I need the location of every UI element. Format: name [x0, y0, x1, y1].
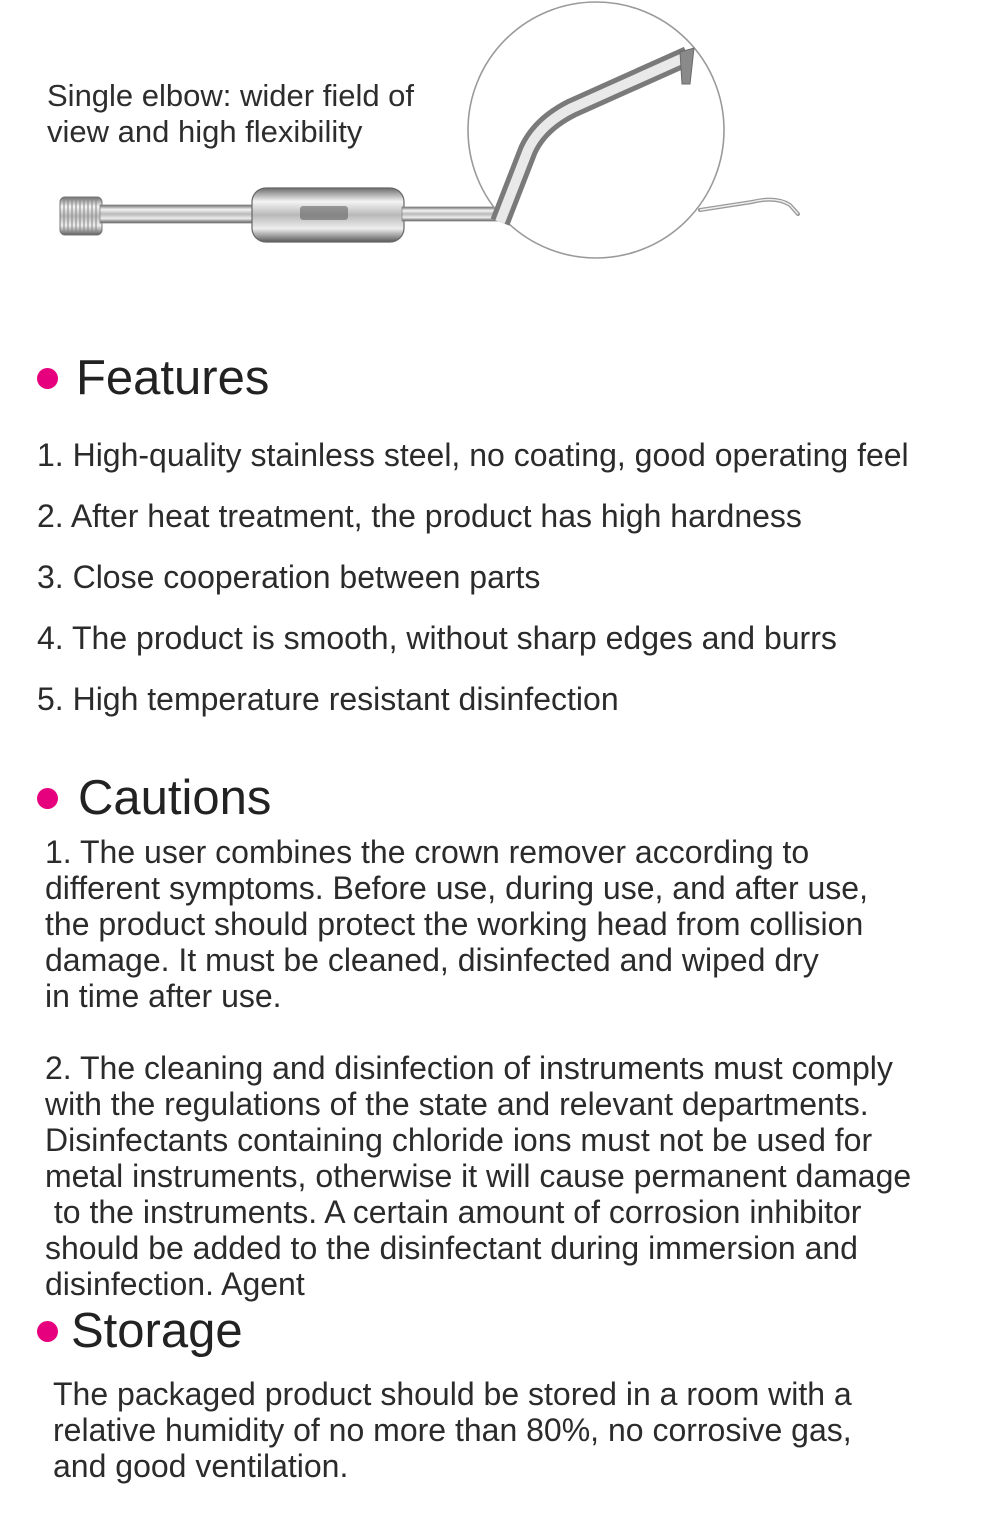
- feature-item-1: 1. High-quality stainless steel, no coating, good operating feel: [37, 437, 909, 473]
- storage-paragraph: [53, 1376, 852, 1484]
- feature-item-4: 4. The product is smooth, without sharp edges and burrs: [37, 620, 837, 656]
- storage-heading: [37, 1303, 243, 1359]
- caution-2-line: disinfection. Agent: [45, 1266, 305, 1302]
- caution-paragraph-2: [45, 1050, 911, 1302]
- tool-shaft-left: [100, 205, 258, 223]
- cautions-title: Cautions: [78, 771, 272, 825]
- bullet-dot: [37, 788, 58, 809]
- caution-2-line: Disinfectants containing chloride ions must not be used for: [45, 1122, 873, 1158]
- storage-line: The packaged product should be stored in a room with a: [53, 1376, 852, 1412]
- cautions-heading: [37, 770, 271, 826]
- caption-line-2: view and high flexibility: [47, 114, 363, 149]
- caption-line-1: Single elbow: wider field of: [47, 78, 415, 113]
- feature-item-2: 2. After heat treatment, the product has high hardness: [37, 498, 802, 534]
- body-marking: [300, 206, 348, 220]
- caution-2-line: 2. The cleaning and disinfection of instruments must comply: [45, 1050, 893, 1086]
- feature-item-5: 5. High temperature resistant disinfection: [37, 681, 619, 717]
- caution-2-line: with the regulations of the state and relevant departments.: [45, 1086, 869, 1122]
- caution-2-line: to the instruments. A certain amount of corrosion inhibitor: [45, 1194, 862, 1230]
- caution-1-line: the product should protect the working head from collision: [45, 906, 864, 942]
- caution-2-line: metal instruments, otherwise it will cause permanent damage: [45, 1158, 912, 1194]
- knurled-knob: [60, 197, 102, 235]
- storage-line: relative humidity of no more than 80%, no corrosive gas,: [53, 1412, 852, 1448]
- caution-2-line: should be added to the disinfectant during immersion and: [45, 1230, 858, 1266]
- caution-1-line: 1. The user combines the crown remover according to: [45, 834, 810, 870]
- tool-shaft-right: [402, 207, 502, 221]
- storage-line: and good ventilation.: [53, 1448, 349, 1484]
- features-title: Features: [76, 351, 270, 405]
- bullet-dot: [37, 1321, 58, 1342]
- caution-1-line: damage. It must be cleaned, disinfected and wiped dry: [45, 942, 819, 978]
- bullet-dot: [37, 368, 58, 389]
- caution-1-line: different symptoms. Before use, during use, and after use,: [45, 870, 868, 906]
- features-heading: [37, 350, 269, 406]
- caution-1-line: in time after use.: [45, 978, 282, 1014]
- magnifier-circle: [468, 2, 724, 258]
- caution-paragraph-1: [45, 834, 868, 1014]
- feature-item-3: 3. Close cooperation between parts: [37, 559, 541, 595]
- crown-remover-image: [0, 0, 820, 290]
- storage-title: Storage: [71, 1304, 243, 1358]
- slide-hammer-body: [252, 188, 404, 242]
